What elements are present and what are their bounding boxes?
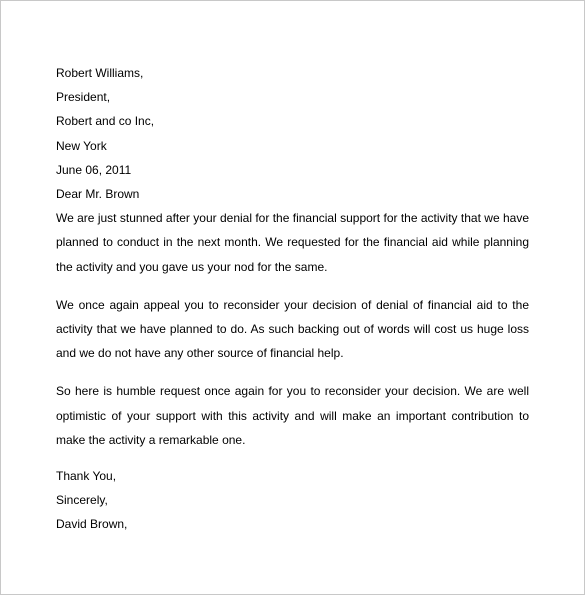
paragraph-1: We are just stunned after your denial for the financial support for the activity that we have planned to conduct in the next month. We requested for the financial aid while planning the activity and you gave us your nod for the same. [56, 211, 529, 274]
company-name: Robert and co Inc, [56, 114, 155, 129]
paragraph-3: So here is humble request once again for you to reconsider your decision. We are well optimistic of your support with this activity and will make an important contribution to make the activity a remarkable one. [56, 384, 529, 447]
paragraph-2: We once again appeal you to reconsider your decision of denial of financial aid to the activity that we have planned to do. As such backing out of words will cost us huge loss and we do not have any other source of financial help. [56, 297, 529, 361]
signature-name: David Brown, [56, 517, 128, 532]
recipient-title: President, [56, 90, 111, 105]
letter-date: June 06, 2011 [56, 162, 132, 177]
closing: Thank You, [56, 469, 117, 484]
salutation: Dear Mr. Brown [56, 187, 140, 202]
city: New York [56, 138, 107, 153]
recipient-name: Robert Williams, [56, 66, 144, 80]
sign-off: Sincerely, [56, 493, 108, 508]
letter-body [56, 61, 529, 537]
